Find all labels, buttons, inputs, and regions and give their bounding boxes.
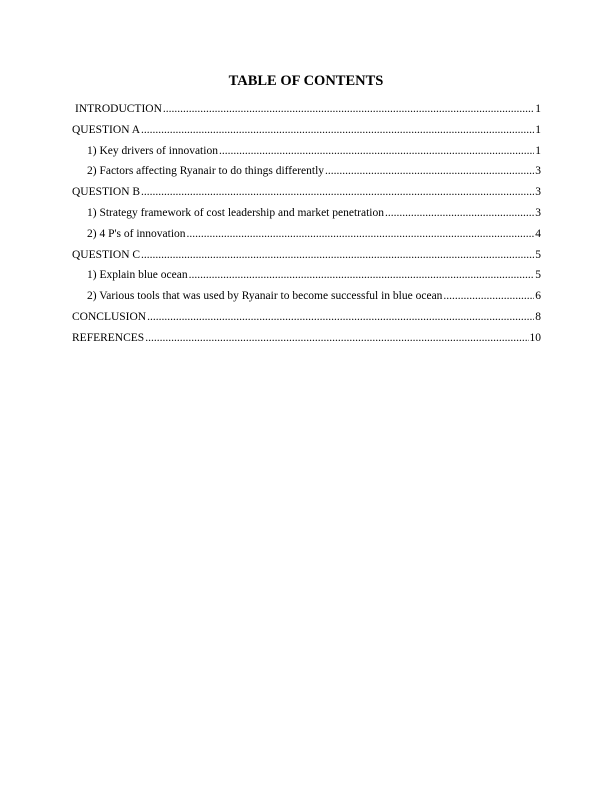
toc-entry-page-number: 1 <box>535 103 541 115</box>
toc-dot-leader <box>385 205 534 221</box>
toc-entry-key-drivers[interactable] <box>72 143 541 164</box>
toc-entry-question-a[interactable] <box>72 122 541 143</box>
toc-dot-leader <box>141 122 534 138</box>
toc-dot-leader <box>163 101 534 117</box>
toc-entry-blue-ocean[interactable] <box>72 267 541 288</box>
toc-entry-strategy-framework[interactable] <box>72 205 541 226</box>
toc-entry-label: QUESTION B <box>72 186 141 199</box>
toc-entry-page-number: 1 <box>535 144 541 157</box>
toc-dot-leader <box>147 309 534 325</box>
toc-entry-page-number: 1 <box>535 123 541 136</box>
toc-entry-label: QUESTION C <box>72 248 141 261</box>
toc-entry-page-number: 8 <box>535 310 541 323</box>
toc-entry-page-number: 4 <box>535 227 541 240</box>
toc-entry-label: QUESTION A <box>72 123 141 136</box>
toc-entry-page-number: 3 <box>535 165 541 178</box>
toc-entry-page-number: 10 <box>529 331 541 344</box>
toc-entry-page-number: 3 <box>535 186 541 199</box>
toc-entry-page-number: 5 <box>535 248 541 261</box>
toc-entry-label: 1) Strategy framework of cost leadership and market penetration <box>87 206 384 219</box>
toc-entry-label: 1) Explain blue ocean <box>87 269 188 282</box>
toc-entry-four-ps[interactable] <box>72 226 541 247</box>
toc-entry-various-tools[interactable] <box>72 288 541 309</box>
toc-entry-conclusion[interactable] <box>72 309 541 330</box>
toc-entry-page-number: 5 <box>535 269 541 282</box>
toc-dot-leader <box>189 267 535 283</box>
toc-entry-label: CONCLUSION <box>72 310 147 323</box>
toc-entry-references[interactable] <box>72 330 541 351</box>
toc-entry-question-b[interactable] <box>72 184 541 205</box>
toc-entry-page-number: 6 <box>535 290 541 303</box>
toc-entry-label: 2) 4 P's of innovation <box>87 227 186 240</box>
toc-entry-label: REFERENCES <box>72 331 145 344</box>
toc-dot-leader <box>141 184 534 200</box>
toc-entry-label: 2) Factors affecting Ryanair to do things differently <box>87 165 325 178</box>
toc-list <box>72 101 541 351</box>
toc-entry-label: INTRODUCTION <box>75 103 162 115</box>
toc-dot-leader <box>219 143 534 159</box>
toc-entry-label: 1) Key drivers of innovation <box>87 144 218 157</box>
toc-entry-label: 2) Various tools that was used by Ryanair to become successful in blue ocean <box>87 290 443 303</box>
toc-title: TABLE OF CONTENTS <box>228 73 384 89</box>
toc-dot-leader <box>325 163 534 179</box>
toc-dot-leader <box>443 288 534 304</box>
toc-entry-page-number: 3 <box>535 206 541 219</box>
toc-dot-leader <box>145 330 528 346</box>
toc-entry-question-c[interactable] <box>72 247 541 268</box>
toc-dot-leader <box>187 226 535 242</box>
toc-entry-introduction[interactable] <box>72 101 541 122</box>
toc-entry-factors-affecting[interactable] <box>72 163 541 184</box>
toc-dot-leader <box>141 247 534 263</box>
